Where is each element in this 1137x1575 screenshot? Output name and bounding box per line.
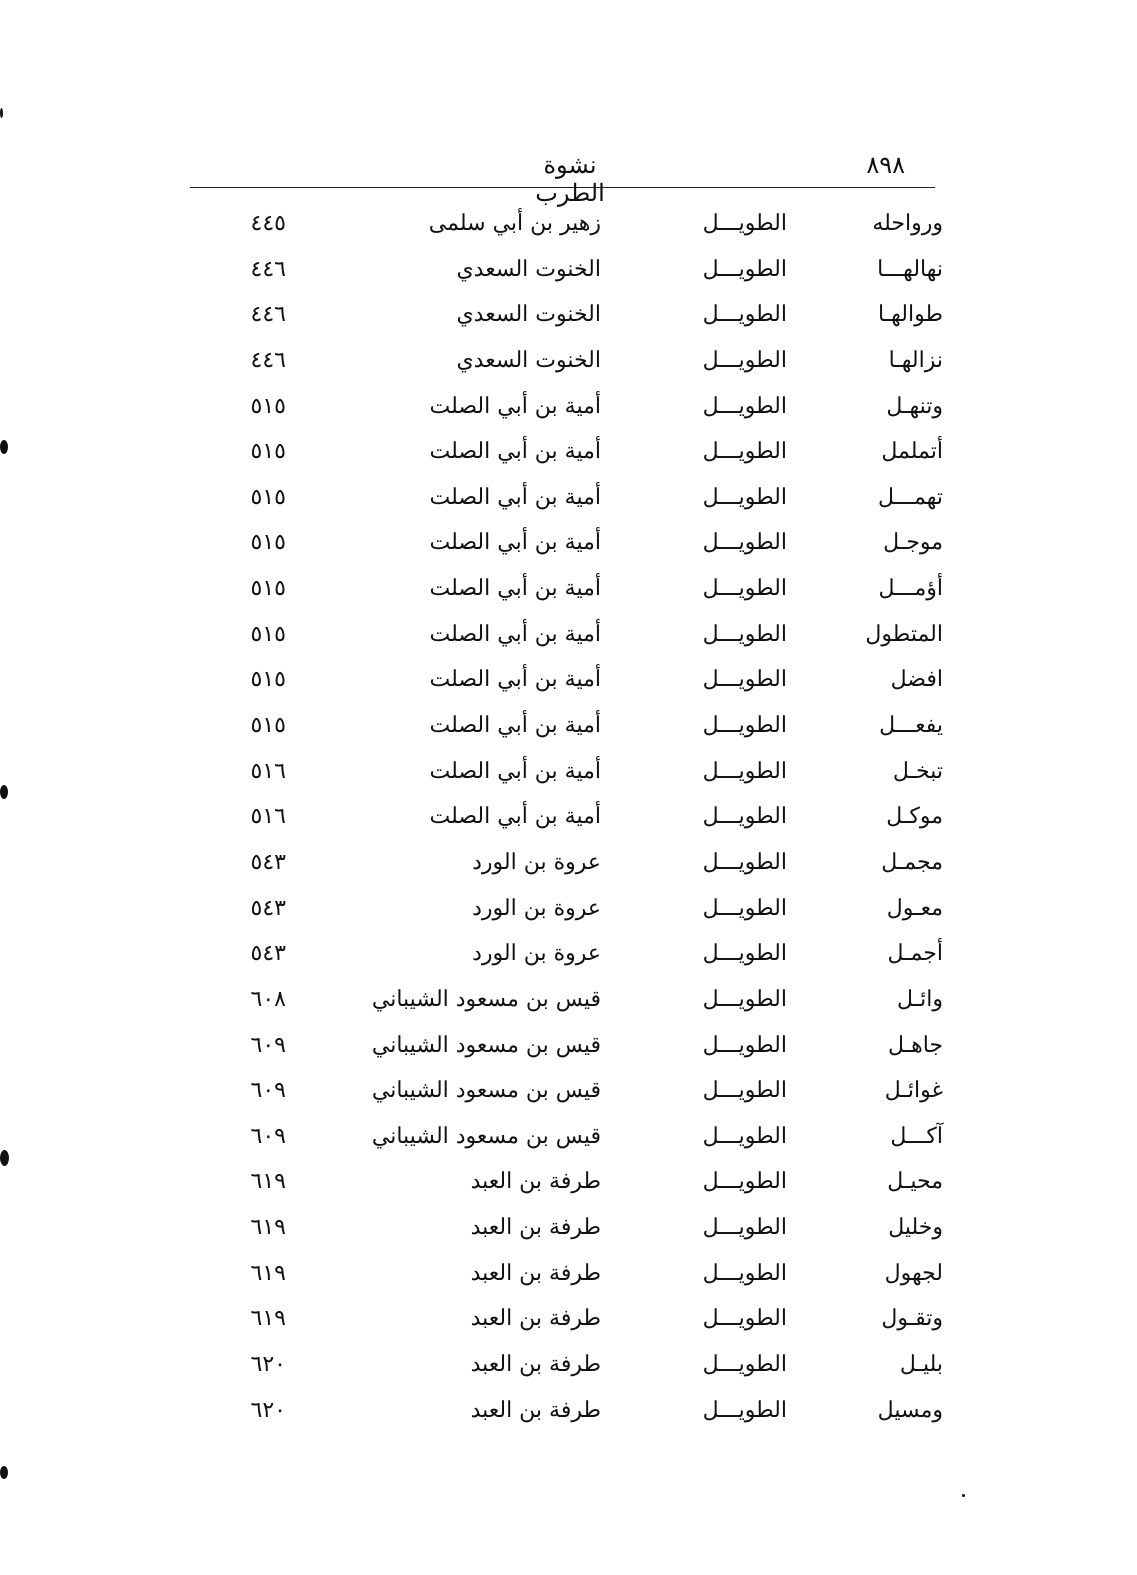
index-row	[0, 931, 1137, 977]
rhyme-word: غوائـل	[884, 1078, 943, 1104]
meter-name: الطويـــل	[702, 1123, 787, 1149]
poet-name: أمية بن أبي الصلت	[429, 621, 601, 647]
poet-name: عروة بن الورد	[472, 895, 601, 921]
page-reference: ٥١٥	[250, 530, 286, 556]
book-title: نشوة الطرب	[535, 151, 605, 207]
page-reference: ٥١٦	[250, 758, 286, 784]
poet-name: طرفة بن العبد	[470, 1352, 601, 1378]
scan-mark	[0, 785, 8, 799]
rhyme-word: أؤمـــل	[878, 576, 943, 602]
rhyme-word: وتنهـل	[886, 393, 943, 419]
meter-name: الطويـــل	[702, 530, 787, 556]
rhyme-word: افضل	[890, 667, 943, 693]
index-row	[0, 1388, 1137, 1434]
poet-name: قيس بن مسعود الشيباني	[371, 1078, 601, 1104]
index-row	[0, 201, 1137, 247]
scan-mark	[0, 108, 3, 118]
page-number: ٨٩٨	[866, 151, 905, 179]
page-reference: ٤٤٥	[250, 211, 286, 236]
rhyme-word: ومسيل	[877, 1397, 943, 1423]
meter-name: الطويـــل	[702, 393, 787, 419]
index-row	[0, 657, 1137, 703]
meter-name: الطويـــل	[702, 758, 787, 784]
rhyme-word: وائـل	[897, 986, 943, 1012]
page-reference: ٥١٥	[250, 439, 286, 465]
poet-name: قيس بن مسعود الشيباني	[371, 1032, 601, 1058]
poet-name: طرفة بن العبد	[470, 1260, 601, 1286]
rhyme-word: وخليل	[888, 1215, 943, 1241]
rhyme-word: أتململ	[881, 439, 943, 465]
meter-name: الطويـــل	[702, 941, 787, 967]
rhyme-word: موكـل	[886, 804, 943, 830]
running-header	[190, 143, 935, 207]
page-reference: ٦١٩	[250, 1169, 286, 1195]
page-reference: ٦٢٠	[250, 1397, 286, 1423]
page-reference: ٤٤٦	[250, 347, 286, 373]
index-row	[0, 749, 1137, 795]
rhyme-word: ورواحله	[872, 211, 943, 236]
rhyme-word: جاهـل	[887, 1032, 943, 1058]
index-row	[0, 794, 1137, 840]
meter-name: الطويـــل	[702, 1215, 787, 1241]
index-row	[0, 1159, 1137, 1205]
poet-name: أمية بن أبي الصلت	[429, 713, 601, 739]
page-reference: ٥٤٣	[250, 895, 286, 921]
poet-name: أمية بن أبي الصلت	[429, 758, 601, 784]
index-row	[0, 338, 1137, 384]
poet-name: عروة بن الورد	[472, 849, 601, 875]
page-reference: ٦٢٠	[250, 1352, 286, 1378]
page-reference: ٥١٥	[250, 484, 286, 510]
poet-name: قيس بن مسعود الشيباني	[371, 986, 601, 1012]
page-reference: ٦١٩	[250, 1260, 286, 1286]
rhyme-word: بليـل	[899, 1352, 943, 1378]
meter-name: الطويـــل	[702, 1352, 787, 1378]
index-row	[0, 1068, 1137, 1114]
rhyme-word: تهمـــل	[878, 484, 943, 510]
index-row	[0, 292, 1137, 338]
meter-name: الطويـــل	[702, 347, 787, 373]
poet-name: أمية بن أبي الصلت	[429, 439, 601, 465]
meter-name: الطويـــل	[702, 804, 787, 830]
index-row	[0, 612, 1137, 658]
index-row	[0, 1251, 1137, 1297]
index-row	[0, 886, 1137, 932]
page-reference: ٥٤٣	[250, 849, 286, 875]
index-row	[0, 1296, 1137, 1342]
page-reference: ٥١٥	[250, 576, 286, 602]
page-reference: ٦١٩	[250, 1306, 286, 1332]
index-row	[0, 1023, 1137, 1069]
meter-name: الطويـــل	[702, 895, 787, 921]
rhyme-word: محيـل	[887, 1169, 943, 1195]
rhyme-index-table	[0, 201, 1137, 1433]
scan-mark	[0, 1150, 9, 1166]
poet-name: الخنوت السعدي	[456, 347, 601, 373]
page-reference: ٥٤٣	[250, 941, 286, 967]
poet-name: عروة بن الورد	[472, 941, 601, 967]
page-reference: ٦٠٨	[250, 986, 286, 1012]
meter-name: الطويـــل	[702, 211, 787, 236]
meter-name: الطويـــل	[702, 256, 787, 282]
index-row	[0, 520, 1137, 566]
meter-name: الطويـــل	[702, 621, 787, 647]
rhyme-word: لجهول	[884, 1260, 943, 1286]
meter-name: الطويـــل	[702, 302, 787, 328]
rhyme-word: مجمـل	[881, 849, 943, 875]
rhyme-word: المتطول	[865, 621, 943, 647]
meter-name: الطويـــل	[702, 484, 787, 510]
rhyme-word: تبخـل	[892, 758, 943, 784]
meter-name: الطويـــل	[702, 986, 787, 1012]
poet-name: طرفة بن العبد	[470, 1306, 601, 1332]
meter-name: الطويـــل	[702, 713, 787, 739]
meter-name: الطويـــل	[702, 849, 787, 875]
scan-mark	[0, 440, 8, 454]
page-reference: ٦٠٩	[250, 1032, 286, 1058]
rhyme-word: نزالهـا	[888, 347, 943, 373]
index-row	[0, 1205, 1137, 1251]
poet-name: أمية بن أبي الصلت	[429, 484, 601, 510]
meter-name: الطويـــل	[702, 1078, 787, 1104]
meter-name: الطويـــل	[702, 439, 787, 465]
meter-name: الطويـــل	[702, 1032, 787, 1058]
poet-name: أمية بن أبي الصلت	[429, 576, 601, 602]
rhyme-word: موجـل	[883, 530, 943, 556]
meter-name: الطويـــل	[702, 1397, 787, 1423]
page-reference: ٦٠٩	[250, 1123, 286, 1149]
meter-name: الطويـــل	[702, 1306, 787, 1332]
index-row	[0, 475, 1137, 521]
page-reference: ٦١٩	[250, 1215, 286, 1241]
poet-name: طرفة بن العبد	[470, 1169, 601, 1195]
rhyme-word: معـول	[886, 895, 943, 921]
rhyme-word: أجمـل	[887, 941, 943, 967]
index-row	[0, 1114, 1137, 1160]
page-reference: ٤٤٦	[250, 256, 286, 282]
meter-name: الطويـــل	[702, 1169, 787, 1195]
poet-name: زهير بن أبي سلمى	[428, 211, 601, 236]
page-reference: ٥١٥	[250, 393, 286, 419]
rhyme-word: يفعـــل	[879, 713, 943, 739]
index-row	[0, 247, 1137, 293]
index-row	[0, 384, 1137, 430]
rhyme-word: نهالهـــا	[877, 256, 943, 282]
poet-name: قيس بن مسعود الشيباني	[371, 1123, 601, 1149]
poet-name: طرفة بن العبد	[470, 1215, 601, 1241]
poet-name: طرفة بن العبد	[470, 1397, 601, 1423]
rhyme-word: آكـــل	[890, 1123, 943, 1149]
rhyme-word: وتقـول	[881, 1306, 943, 1332]
index-row	[0, 566, 1137, 612]
meter-name: الطويـــل	[702, 576, 787, 602]
page-reference: ٤٤٦	[250, 302, 286, 328]
scan-mark	[962, 1494, 965, 1497]
poet-name: الخنوت السعدي	[456, 302, 601, 328]
poet-name: أمية بن أبي الصلت	[429, 393, 601, 419]
index-row	[0, 429, 1137, 475]
poet-name: أمية بن أبي الصلت	[429, 667, 601, 693]
poet-name: الخنوت السعدي	[456, 256, 601, 282]
page-reference: ٦٠٩	[250, 1078, 286, 1104]
index-row	[0, 1342, 1137, 1388]
page-reference: ٥١٦	[250, 804, 286, 830]
poet-name: أمية بن أبي الصلت	[429, 804, 601, 830]
rhyme-word: طوالهـا	[878, 302, 943, 328]
poet-name: أمية بن أبي الصلت	[429, 530, 601, 556]
index-row	[0, 977, 1137, 1023]
page-reference: ٥١٥	[250, 667, 286, 693]
scan-mark	[0, 1466, 8, 1479]
index-row	[0, 840, 1137, 886]
page-reference: ٥١٥	[250, 621, 286, 647]
meter-name: الطويـــل	[702, 1260, 787, 1286]
page-reference: ٥١٥	[250, 713, 286, 739]
index-row	[0, 703, 1137, 749]
meter-name: الطويـــل	[702, 667, 787, 693]
